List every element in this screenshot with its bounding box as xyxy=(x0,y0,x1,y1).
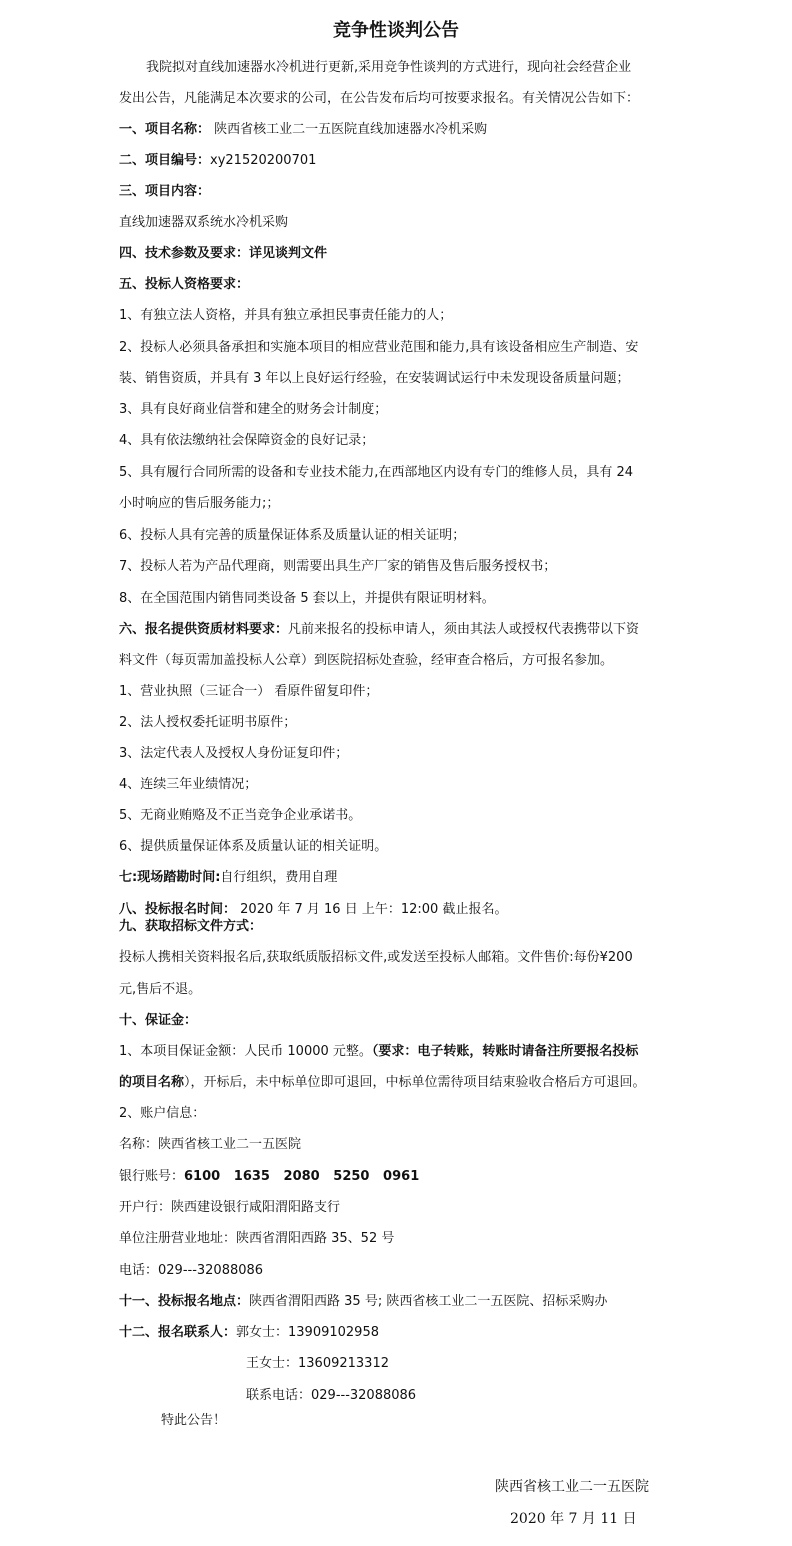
material-2: 2、法人授权委托证明书原件； xyxy=(119,715,297,730)
qualification-8: 8、在全国范围内销售同类设备 5 套以上，并提供有限证明材料。 xyxy=(119,591,495,606)
signature-date: 2020 年 7 月 11 日 xyxy=(510,1511,637,1527)
account-phone: 电话：029---32088086 xyxy=(119,1263,264,1278)
account-name: 名称：陕西省核工业二一五医院 xyxy=(119,1137,302,1152)
account-bank: 开户行：陕西建设银行咸阳渭阳路支行 xyxy=(119,1200,341,1215)
section-3-label: 三、项目内容： xyxy=(119,184,211,199)
section-7 xyxy=(119,870,337,886)
material-1: 1、营业执照（三证合一） 看原件留复印件； xyxy=(119,684,379,699)
notice-title: 竞争性谈判公告 xyxy=(333,20,459,41)
section-8 xyxy=(119,902,507,918)
registration-place: 陕西省渭阳西路 35 号; 陕西省核工业二一五医院、招标采购办 xyxy=(249,1294,608,1309)
section-2-label: 二、项目编号： xyxy=(119,153,211,168)
closing-text: 特此公告！ xyxy=(161,1413,227,1428)
section-9-text-a: 投标人携相关资料报名后,获取纸质版招标文件,或发送至投标人邮箱。文件售价:每份¥200 xyxy=(119,950,633,965)
qualification-5a: 5、具有履行合同所需的设备和专业技术能力,在西部地区内设有专门的维修人员，具有 24 xyxy=(119,465,634,480)
section-4: 四、技术参数及要求：详见谈判文件 xyxy=(119,246,328,261)
account-address: 单位注册营业地址：陕西省渭阳西路 35、52 号 xyxy=(119,1231,395,1246)
deposit-line-2 xyxy=(119,1075,646,1091)
qualification-2b: 装、销售资质，并具有 3 年以上良好运行经验，在安装调试运行中未发现设备质量问题； xyxy=(119,371,630,386)
project-content: 直线加速器双系统水冷机采购 xyxy=(119,215,289,230)
account-number: 6100 1635 2080 5250 0961 xyxy=(184,1169,420,1184)
section-8-label: 八、投标报名时间： xyxy=(119,902,237,917)
qualification-1: 1、有独立法人资格，并具有独立承担民事责任能力的人； xyxy=(119,308,453,323)
contact-1: 郭女士：13909102958 xyxy=(236,1325,379,1340)
material-3: 3、法定代表人及授权人身份证复印件； xyxy=(119,746,349,761)
section-12-label: 十二、报名联系人： xyxy=(119,1325,237,1340)
section-5-label: 五、投标人资格要求： xyxy=(119,277,250,292)
contact-2: 王女士：13609213312 xyxy=(246,1356,389,1371)
section-6-text-b: 料文件（每页需加盖投标人公章）到医院招标处查验，经审查合格后，方可报名参加。 xyxy=(119,653,614,668)
section-11-label: 十一、投标报名地点： xyxy=(119,1294,250,1309)
qualification-3: 3、具有良好商业信誉和建全的财务会计制度； xyxy=(119,402,388,417)
project-code: xy21520200701 xyxy=(210,153,317,168)
section-10-label: 十、保证金： xyxy=(119,1013,198,1028)
deposit-amount: 1、本项目保证金额：人民币 10000 元整。 xyxy=(119,1044,372,1059)
section-7-label: 七:现场踏勘时间: xyxy=(119,870,221,885)
qualification-4: 4、具有依法缴纳社会保障资金的良好记录； xyxy=(119,433,375,448)
section-12 xyxy=(119,1325,379,1341)
material-5: 5、无商业贿赂及不正当竞争企业承诺书。 xyxy=(119,808,362,823)
deposit-requirement: （要求：电子转账，转账时请备注所要报名投标 xyxy=(371,1044,639,1059)
registration-time: 2020 年 7 月 16 日 上午：12:00 截止报名。 xyxy=(240,902,508,917)
deposit-refund: ），开标后，未中标单位即可退回，中标单位需待项目结束验收合格后方可退回。 xyxy=(184,1075,646,1090)
deposit-line-1 xyxy=(119,1044,638,1060)
material-6: 6、提供质量保证体系及质量认证的相关证明。 xyxy=(119,839,388,854)
contact-phone: 联系电话：029---32088086 xyxy=(246,1388,417,1403)
intro-line-2: 发出公告，凡能满足本次要求的公司，在公告发布后均可按要求报名。有关情况公告如下： xyxy=(119,91,640,106)
material-4: 4、连续三年业绩情况； xyxy=(119,777,258,792)
section-1-label: 一、项目名称： xyxy=(119,122,211,137)
intro-line-1: 我院拟对直线加速器水冷机进行更新,采用竞争性谈判的方式进行，现向社会经营企业 xyxy=(146,60,632,75)
deposit-requirement-end: 的项目名称 xyxy=(119,1075,185,1090)
section-11 xyxy=(119,1294,607,1310)
section-6 xyxy=(119,622,639,638)
signature-organization: 陕西省核工业二一五医院 xyxy=(495,1479,649,1495)
qualification-6: 6、投标人具有完善的质量保证体系及质量认证的相关证明； xyxy=(119,528,466,543)
qualification-5b: 小时响应的售后服务能力;； xyxy=(119,496,280,511)
section-6-text-a: 凡前来报名的投标申请人，须由其法人或授权代表携带以下资 xyxy=(288,622,640,637)
account-number-line xyxy=(119,1169,419,1185)
section-1 xyxy=(119,122,487,138)
account-number-label: 银行账号： xyxy=(119,1169,185,1184)
section-2 xyxy=(119,153,316,169)
site-visit-value: 自行组织，费用自理 xyxy=(220,870,338,885)
section-9-text-b: 元,售后不退。 xyxy=(119,982,202,997)
project-name: 陕西省核工业二一五医院直线加速器水冷机采购 xyxy=(214,122,488,137)
section-6-label: 六、报名提供资质材料要求： xyxy=(119,622,289,637)
account-info-label: 2、账户信息： xyxy=(119,1106,206,1121)
qualification-7: 7、投标人若为产品代理商，则需要出具生产厂家的销售及售后服务授权书； xyxy=(119,559,557,574)
section-9-label: 九、获取招标文件方式： xyxy=(119,919,263,934)
qualification-2a: 2、投标人必须具备承担和实施本项目的相应营业范围和能力,具有该设备相应生产制造、安 xyxy=(119,340,639,355)
